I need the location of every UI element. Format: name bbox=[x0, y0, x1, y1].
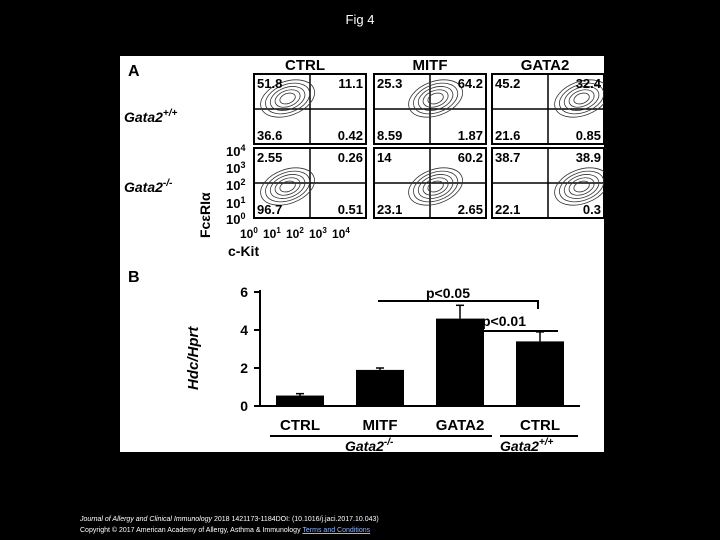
figure-panel bbox=[120, 56, 604, 452]
quadrant-value: 22.1 bbox=[495, 202, 521, 217]
y-tick-4: $10^4$ bbox=[226, 143, 246, 159]
citation-details: 2018 1421173-1184DOI: (10.1016/j.jaci.2017.10.043) bbox=[212, 516, 379, 523]
quadrant-value: 60.2 bbox=[457, 150, 483, 165]
flow-plot-r1-c0 bbox=[254, 148, 366, 218]
quadrant-value: 21.6 bbox=[495, 128, 521, 143]
y-tick-label: 2 bbox=[240, 360, 248, 376]
y-tick-0: $10^0$ bbox=[226, 211, 246, 227]
x-tick-4: $10^4$ bbox=[332, 226, 350, 241]
x-tick-3: $10^3$ bbox=[309, 226, 327, 241]
quadrant-value: 0.3 bbox=[582, 202, 601, 217]
category-label: GATA2 bbox=[435, 417, 485, 434]
bar bbox=[276, 396, 324, 406]
y-tick-label: 6 bbox=[240, 284, 248, 300]
x-tick-1: $10^1$ bbox=[263, 226, 281, 241]
slide-title: Fig 4 bbox=[345, 12, 375, 27]
quadrant-value: 2.65 bbox=[457, 202, 483, 217]
flow-plot-r0-c0 bbox=[254, 73, 366, 144]
quadrant-value: 8.59 bbox=[377, 128, 403, 143]
figure-svg bbox=[120, 56, 604, 452]
quadrant-value: 11.1 bbox=[338, 76, 363, 91]
quadrant-value: 64.2 bbox=[457, 76, 483, 91]
quadrant-value: 96.7 bbox=[257, 202, 283, 217]
quadrant-value: 38.7 bbox=[495, 150, 521, 165]
category-label: CTRL bbox=[280, 417, 320, 434]
x-tick-2: $10^2$ bbox=[286, 226, 304, 241]
pvalue-2: p<0.01 bbox=[482, 313, 526, 329]
quadrant-value: 45.2 bbox=[495, 76, 521, 91]
group-label-wt: Gata2+/+ bbox=[500, 437, 554, 452]
quadrant-value: 0.26 bbox=[337, 150, 363, 165]
flow-plots bbox=[254, 73, 604, 218]
x-axis-ticks bbox=[240, 226, 350, 241]
flow-xlabel: c-Kit bbox=[228, 243, 260, 259]
flow-plot-r0-c1 bbox=[374, 73, 486, 144]
quadrant-value: 0.85 bbox=[575, 128, 601, 143]
quadrant-value: 2.55 bbox=[257, 150, 283, 165]
quadrant-value: 14 bbox=[377, 150, 392, 165]
col-header-mitf: MITF bbox=[412, 57, 448, 74]
bar bbox=[516, 341, 564, 406]
quadrant-value: 23.1 bbox=[377, 202, 403, 217]
flow-ylabel: FcεRIα bbox=[197, 192, 213, 238]
citation bbox=[80, 514, 379, 536]
category-label: CTRL bbox=[520, 417, 560, 434]
terms-link[interactable]: Terms and Conditions bbox=[302, 527, 371, 534]
quadrant-value: 51.8 bbox=[257, 76, 283, 91]
category-label: MITF bbox=[362, 417, 398, 434]
copyright-text: Copyright © 2017 American Academy of Allergy, Asthma & Immunology bbox=[80, 527, 301, 534]
quadrant-value: 0.42 bbox=[337, 128, 363, 143]
y-tick-3: $10^3$ bbox=[226, 160, 246, 176]
citation-line-2 bbox=[80, 525, 379, 536]
flow-plot-r0-c2 bbox=[492, 73, 604, 144]
pvalue-1: p<0.05 bbox=[426, 285, 470, 301]
col-header-ctrl: CTRL bbox=[285, 57, 325, 74]
citation-line-1 bbox=[80, 514, 379, 525]
flow-plot-r1-c1 bbox=[374, 148, 486, 218]
y-tick-label: 0 bbox=[240, 398, 248, 414]
col-header-gata2: GATA2 bbox=[520, 57, 570, 74]
y-tick-2: $10^2$ bbox=[226, 177, 246, 193]
journal-name: Journal of Allergy and Clinical Immunology bbox=[80, 516, 213, 523]
quadrant-value: 36.6 bbox=[257, 128, 283, 143]
flow-plot-r1-c2 bbox=[492, 148, 604, 218]
quadrant-value: 38.9 bbox=[575, 150, 601, 165]
y-tick-label: 4 bbox=[240, 322, 248, 338]
quadrant-value: 0.51 bbox=[337, 202, 363, 217]
x-tick-0: $10^0$ bbox=[240, 226, 258, 241]
y-tick-1: $10^1$ bbox=[226, 195, 246, 211]
panel-b-label: B bbox=[128, 269, 140, 286]
row-label-ko: Gata2-/- bbox=[124, 178, 173, 195]
bar-chart bbox=[240, 284, 580, 434]
quadrant-value: 25.3 bbox=[377, 76, 403, 91]
group-label-ko: Gata2-/- bbox=[345, 437, 394, 452]
y-axis-ticks bbox=[226, 143, 245, 227]
quadrant-value: 1.87 bbox=[457, 128, 483, 143]
panel-a-label: A bbox=[128, 63, 140, 80]
bar-ylabel: Hdc/Hprt bbox=[185, 326, 202, 390]
row-label-wt: Gata2+/+ bbox=[124, 108, 178, 125]
quadrant-value: 32.4 bbox=[575, 76, 601, 91]
bar bbox=[356, 370, 404, 406]
